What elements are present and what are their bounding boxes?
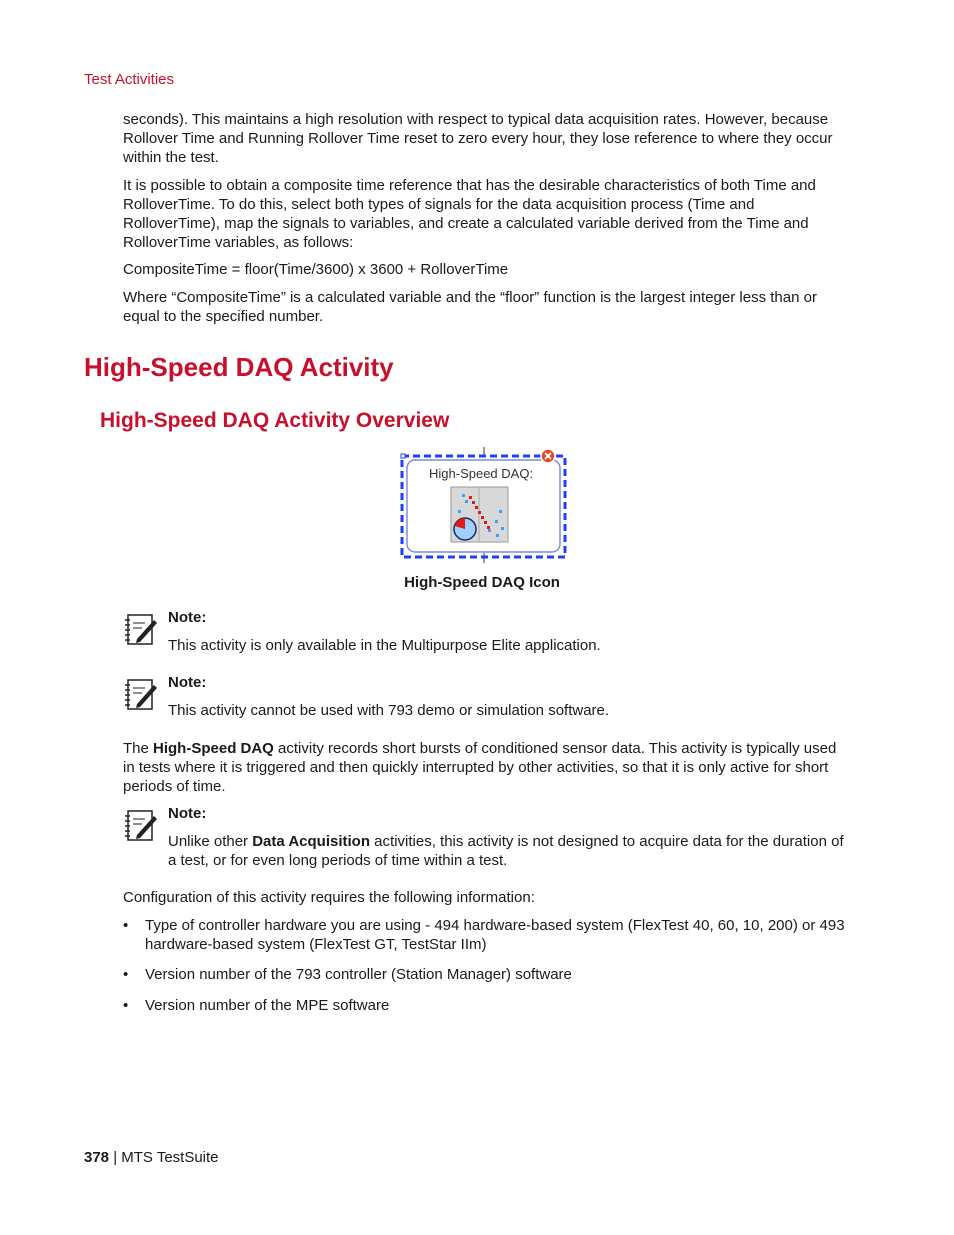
note-icon — [123, 677, 159, 713]
high-speed-daq-figure — [398, 447, 570, 565]
note-text: This activity is only available in the Multipurpose Elite application. — [168, 637, 601, 654]
page-footer — [84, 1148, 219, 1167]
description-paragraph: The High-Speed DAQ activity records short bursts of conditioned sensor data. This activity is typically used in tests where it is triggered and then quickly interrupted by other activities, so that it is only active for short periods of time. — [123, 740, 837, 795]
figure-caption: High-Speed DAQ Icon — [404, 574, 560, 591]
note-icon — [123, 612, 159, 648]
list-item: Type of controller hardware you are using - 494 hardware-based system (FlexTest 40, 60, 10, 200) or 493 hardware-based system (FlexTest GT, TestStar IIm) — [145, 917, 845, 953]
note-text: Unlike other Data Acquisition activities, this activity is not designed to acquire data for the duration of a test, or for even long periods of time within a test. — [168, 833, 844, 869]
list-item: Version number of the MPE software — [145, 997, 390, 1014]
note-label: Note: — [168, 674, 207, 691]
daq-chart-icon — [451, 487, 508, 542]
box-label: High-Speed DAQ: — [429, 466, 534, 481]
running-header-link[interactable]: Test Activities — [84, 71, 175, 88]
note-icon — [123, 808, 159, 844]
footer-separator: | — [109, 1149, 122, 1166]
bullet-marker: • — [123, 997, 129, 1014]
high-speed-daq-activity-box[interactable] — [398, 447, 570, 565]
activity-name: High-Speed DAQ — [153, 740, 274, 757]
note-label: Note: — [168, 609, 207, 626]
intro-paragraph-3: Where “CompositeTime” is a calculated variable and the “floor” function is the largest integer less than or equal to the specified number. — [123, 289, 817, 325]
intro-paragraph-1: seconds). This maintains a high resolution with respect to typical data acquisition rates. However, because Rollover Time and Running Rollover Time reset to zero every hour, they lose reference to where they occur within the test. — [123, 111, 833, 166]
note-text: This activity cannot be used with 793 demo or simulation software. — [168, 702, 610, 719]
product-name: MTS TestSuite — [121, 1149, 219, 1166]
bullet-marker: • — [123, 917, 129, 934]
bullet-marker: • — [123, 966, 129, 983]
list-item: Version number of the 793 controller (Station Manager) software — [145, 966, 572, 983]
section-heading: High-Speed DAQ Activity — [84, 352, 394, 382]
note-label: Note: — [168, 805, 207, 822]
page-number: 378 — [84, 1149, 110, 1166]
intro-paragraph-2: It is possible to obtain a composite time reference that has the desirable characteristics of both Time and RolloverTime. To do this, select both types of signals for the data acquisition process (Time and RolloverTime), map the signals to variables, and create a calculated variable derived from the Time and RolloverTime variables, as follows: — [123, 177, 816, 251]
subsection-heading: High-Speed DAQ Activity Overview — [100, 409, 450, 432]
formula: CompositeTime = floor(Time/3600) x 3600 + RolloverTime — [123, 261, 509, 278]
remove-activity-icon[interactable] — [541, 449, 555, 463]
data-acquisition-term: Data Acquisition — [252, 833, 371, 850]
config-intro: Configuration of this activity requires the following information: — [123, 889, 535, 906]
